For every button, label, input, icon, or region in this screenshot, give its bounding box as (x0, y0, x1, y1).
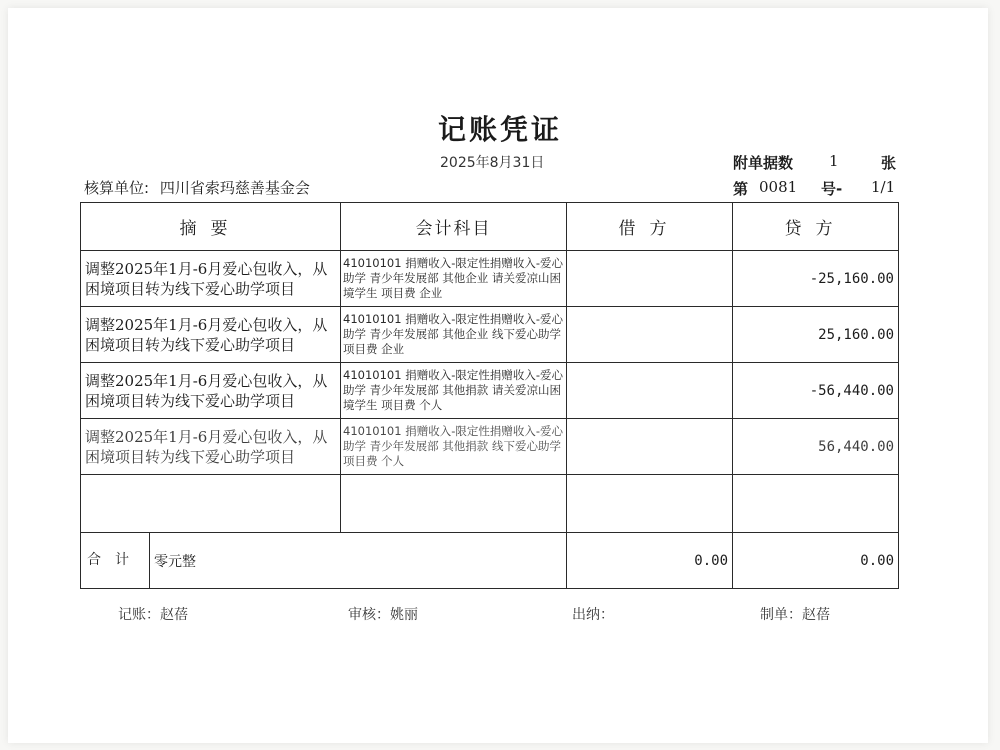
row-credit: 56,440.00 (733, 419, 899, 475)
total-debit: 0.00 (567, 533, 733, 589)
header-subject: 会计科目 (341, 203, 567, 251)
voucher-hao: 号- (821, 180, 843, 198)
empty-cell (567, 475, 733, 533)
row-credit: -25,160.00 (733, 251, 899, 307)
header-credit: 贷方 (733, 203, 899, 251)
row-debit (567, 419, 733, 475)
attachments-count: 1 (829, 152, 839, 170)
total-row (81, 533, 899, 589)
voucher-page: 1/1 (871, 178, 896, 196)
voucher-prefix: 第 (733, 180, 749, 198)
row-summary: 调整2025年1月-6月爱心包收入，从困境项目转为线下爱心助学项目 (81, 363, 341, 419)
total-description (81, 533, 567, 589)
accounting-unit-label: 核算单位: (84, 179, 150, 197)
attachments-info (733, 152, 897, 173)
total-in-words: 零元整 (154, 553, 196, 570)
table-row (81, 307, 899, 363)
table-row (81, 251, 899, 307)
total-credit: 0.00 (733, 533, 899, 589)
voucher-number: 0081 (759, 178, 798, 196)
attachments-label: 附单据数 (733, 154, 794, 172)
cashier-signature: 出纳： (572, 607, 614, 623)
header-summary: 摘要 (81, 203, 341, 251)
row-credit: -56,440.00 (733, 363, 899, 419)
empty-cell (341, 475, 567, 533)
attachments-unit: 张 (881, 154, 897, 172)
row-subject: 41010101 捐赠收入-限定性捐赠收入-爱心助学 青少年发展部 其他企业 线下爱心助学 项目费 企业 (341, 307, 567, 363)
row-subject: 41010101 捐赠收入-限定性捐赠收入-爱心助学 青少年发展部 其他捐款 线下爱心助学 项目费 个人 (341, 419, 567, 475)
voucher-table (80, 202, 899, 589)
table-row-empty (81, 475, 899, 533)
row-summary: 调整2025年1月-6月爱心包收入，从困境项目转为线下爱心助学项目 (81, 419, 341, 475)
row-debit (567, 363, 733, 419)
accounting-unit (84, 177, 310, 198)
row-subject: 41010101 捐赠收入-限定性捐赠收入-爱心助学 青少年发展部 其他企业 请关爱凉山困境学生 项目费 企业 (341, 251, 567, 307)
table-row (81, 363, 899, 419)
preparer-signature: 制单：赵蓓 (760, 607, 830, 623)
voucher-title: 记账凭证 (437, 113, 562, 146)
table-header-row (81, 203, 899, 251)
table-row (81, 419, 899, 475)
reviewer-signature: 审核：姚丽 (348, 607, 418, 623)
row-debit (567, 251, 733, 307)
accounting-unit-name: 四川省索玛慈善基金会 (159, 179, 310, 197)
empty-cell (733, 475, 899, 533)
row-summary: 调整2025年1月-6月爱心包收入，从困境项目转为线下爱心助学项目 (81, 307, 341, 363)
empty-cell (81, 475, 341, 533)
total-label: 合计 (81, 533, 150, 588)
header-debit: 借方 (567, 203, 733, 251)
voucher-date: 2025年8月31日 (440, 155, 545, 171)
row-summary: 调整2025年1月-6月爱心包收入，从困境项目转为线下爱心助学项目 (81, 251, 341, 307)
row-credit: 25,160.00 (733, 307, 899, 363)
bookkeeper-signature: 记账：赵蓓 (118, 607, 188, 623)
row-subject: 41010101 捐赠收入-限定性捐赠收入-爱心助学 青少年发展部 其他捐款 请关爱凉山困境学生 项目费 个人 (341, 363, 567, 419)
row-debit (567, 307, 733, 363)
